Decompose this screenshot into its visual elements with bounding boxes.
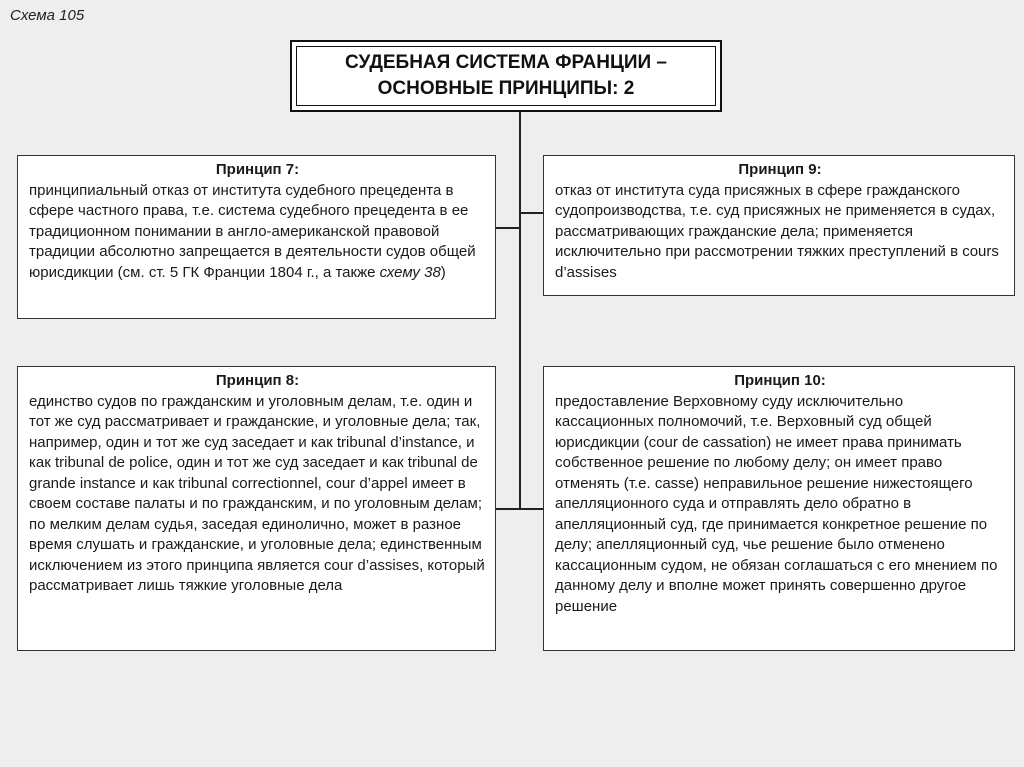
principle-10-heading: Принцип 10:: [734, 372, 826, 389]
principle-8-heading: Принцип 8:: [215, 372, 300, 389]
trunk-line: [519, 112, 521, 510]
title-box: [290, 40, 722, 112]
principle-9-box: [543, 155, 1015, 296]
connector-principle-10: [520, 508, 543, 510]
principle-7-text-end: ): [440, 263, 446, 281]
title-frame: [296, 46, 716, 106]
title-line-1: СУДЕБНАЯ СИСТЕМА ФРАНЦИИ –: [345, 52, 667, 73]
principle-8-box: [17, 366, 496, 651]
scheme-number-label: Схема 105: [10, 7, 85, 24]
principle-10-text: предоставление Верховному суду исключительно кассационных полномочий, т.е. Верховный суд общей юрисдикции (cour de cassation) не имеет права принимать собственное решение по любому делу; он имеет право отменять (т.е. casse) неправильное решение нижестоящего апелляционного суда и отправлять дело обратно в апелляционный суд, где принимается конкретное решение по делу; апелляционный суд, чье решение было отменено кассационным судом, не обязан соглашаться с его мнением по данному делу и вполне может принять совершенно другое решение: [555, 392, 998, 615]
connector-principle-7: [496, 227, 520, 229]
principle-10-box: [543, 366, 1015, 651]
connector-principle-8: [496, 508, 520, 510]
principle-7-box: [17, 155, 496, 319]
principle-7-text: [29, 181, 486, 284]
principle-7-text-main: принципиальный отказ от института судебного прецедента в сфере частного права, т.е. система судебного прецедента в ее традиционном понимании в англо-американской правовой традиции абсолютно запрещается в деятельности судов общей юрисдикции (см. ст. 5 ГК Франции 1804 г., а также: [29, 181, 476, 281]
title-line-2: ОСНОВНЫЕ ПРИНЦИПЫ: 2: [377, 78, 635, 99]
principle-9-text: отказ от института суда присяжных в сфере гражданского судопроизводства, т.е. суд присяжных не применяется в судах, рассматривающих гражданские дела; применяется исключительно при рассмотрении тяжких преступлений в cours d’assises: [555, 181, 999, 281]
principle-7-scheme-reference: схему 38: [379, 263, 441, 281]
principle-9-heading: Принцип 9:: [738, 161, 822, 178]
principle-8-text: единство судов по гражданским и уголовным делам, т.е. один и тот же суд рассматривает и гражданские, и уголовные дела; так, например, один и тот же суд заседает и как tribunal d’instance, и как tribunal de police, один и тот же суд заседает и как tribunal de grande instance и как tribunal correctionnel, cour d’appel имеет в своем составе палаты и по гражданским, и по уголовным делам; по мелким делам судья, заседая единолично, может в разное время слушать и гражданские, и уголовные дела; единственным исключением из этого принципа является cour d’assises, который рассматривает лишь тяжкие уголовные дела: [29, 392, 485, 594]
connector-principle-9: [520, 212, 543, 214]
principle-7-heading: Принцип 7:: [215, 161, 300, 178]
